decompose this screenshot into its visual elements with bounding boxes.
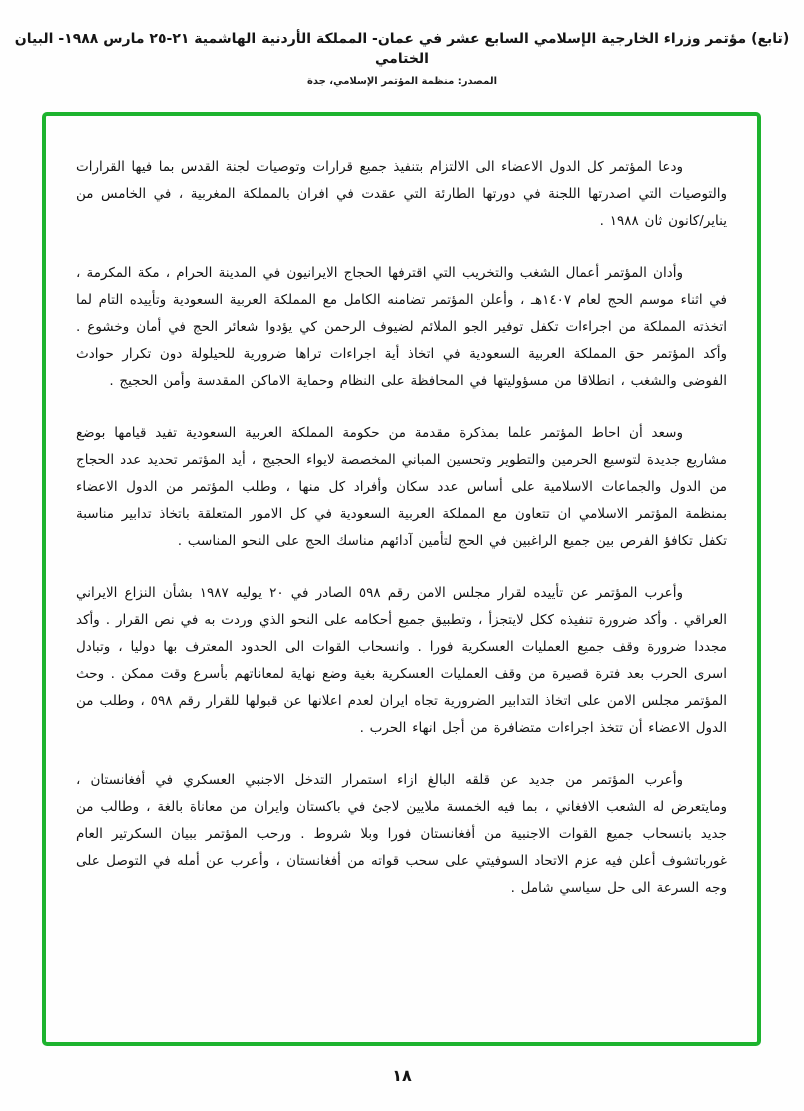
document-source: المصدر: منظمة المؤتمر الإسلامي، جدة [306, 76, 498, 88]
paragraph-4: وأعرب المؤتمر عن تأييده لقرار مجلس الامن رقم ٥٩٨ الصادر في ٢٠ يوليه ١٩٨٧ بشأن النزاع الايراني العراقي . وأكد ضرورة تنفيذه ككل لايتجزأ ، وتطبيق جميع أحكامه على النحو الذي وردت به في نص القرار . وأكد مجددا ضرورة وقف جميع العمليات العسكرية فورا . وانسحاب القوات الى الحدود المعترف بها دوليا ، وتبادل اسرى الحرب بعد فترة قصيرة من وقف العمليات العسكرية بغية وضع نهاية لمعاناتهم بأسرع وقت ممكن . وحث المؤتمر مجلس الامن على اتخاذ التدابير الضرورية تجاه ايران لعدم اعلانها عن قبولها للقرار رقم ٥٩٨ ، وطلب من الدول الاعضاء أن تتخذ اجراءات متضافرة من أجل انهاء الحرب . [76, 585, 727, 736]
paragraph-2: وأدان المؤتمر أعمال الشغب والتخريب التي اقترفها الحجاج الايرانيون في المدينة الحرام ، مكة المكرمة ، في اثناء موسم الحج لعام ١٤٠٧هـ ، وأعلن المؤتمر تضامنه الكامل مع المملكة العربية السعودية وتأييده التام لما اتخذته المملكة من اجراءات تكفل توفير الجو الملائم لضيوف الرحمن كي يؤدوا شعائر الحج في أمان وخشوع . وأكد المؤتمر حق المملكة العربية السعودية في اتخاذ أية اجراءات تراها ضرورية للحيلولة دون تكرار حوادث الفوضى والشغب ، انطلاقا من مسؤوليتها في المحافظة على النظام وحماية الاماكن المقدسة وأمن الحجيج . [76, 265, 728, 389]
paragraph-5: وأعرب المؤتمر من جديد عن قلقه البالغ ازاء استمرار التدخل الاجنبي العسكري في أفغانستان ، ومايتعرض له الشعب الافغاني ، بما فيه الخمسة ملايين لاجئ في باكستان وايران من معاناة بالغة ، وطالب من جديد بانسحاب جميع القوات الاجنبية من أفغانستان فورا وبلا شروط . ورحب المؤتمر ببيان السكرتير العام غورباتشوف أعلن فيه عزم الاتحاد السوفيتي على سحب قواته من أفغانستان ، وأعرب عن أمله في التوصل على وجه السرعة الى حل سياسي شامل . [76, 772, 727, 896]
document-header [8, 30, 796, 87]
paragraph-3: وسعد أن احاط المؤتمر علما بمذكرة مقدمة من حكومة المملكة العربية السعودية تفيد قيامها بوضع مشاريع جديدة لتوسيع الحرمين والتطوير وتحسين المباني المخصصة لايواء الحجيج ، أيد المؤتمر تحديد عدد الحجاج من الدول والجماعات الاسلامية على أساس عدد سكان وأفراد كل منها ، وطلب المؤتمر من الدول الاعضاء بمنظمة المؤتمر الاسلامي ان تتعاون مع المملكة العربية السعودية في كل الامور المتعلقة باتخاذ تدابير مناسبة تكفل تكافؤ الفرص بين جميع الراغبين في الحج لتأمين آدائهم مناسك الحج على النحو المناسب . [76, 425, 727, 549]
content-frame [42, 112, 761, 1046]
document-title: (تابع) مؤتمر وزراء الخارجية الإسلامي السابع عشر في عمان- المملكة الأردنية الهاشمية ٢١-٢٥ مارس ١٩٨٨- البيان الختامي [14, 31, 790, 67]
page-number: ١٨ [392, 1066, 412, 1085]
paragraph-1: ودعا المؤتمر كل الدول الاعضاء الى الالتزام بتنفيذ جميع قرارات وتوصيات لجنة القدس بما فيها القرارات والتوصيات التي اصدرتها اللجنة في دورتها الطارئة التي عقدت في افران بالمملكة المغربية ، في الخامس من يناير/كانون ثان ١٩٨٨ . [76, 159, 727, 229]
